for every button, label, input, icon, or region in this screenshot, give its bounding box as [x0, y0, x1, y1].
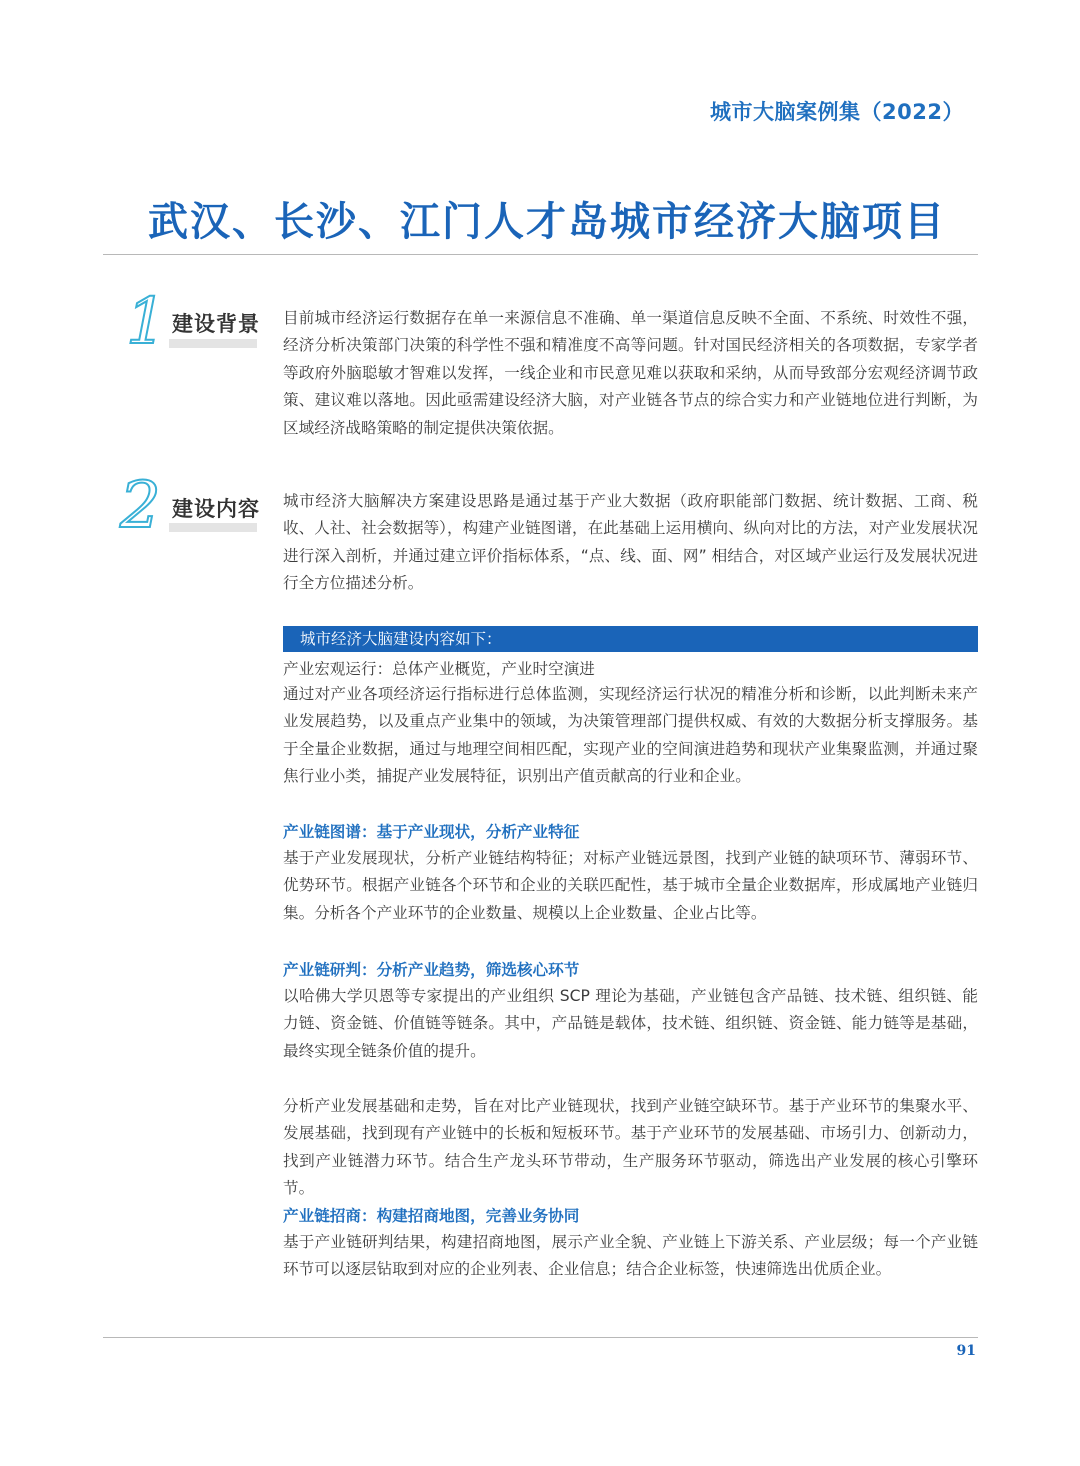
- section-2-label: 建设内容: [172, 497, 260, 521]
- section-1-bar: [169, 339, 257, 348]
- chain-map-heading: 产业链图谱：基于产业现状，分析产业特征: [283, 823, 580, 841]
- series-title: 城市大脑案例集（2022）: [710, 100, 964, 124]
- macro-heading: 产业宏观运行：总体产业概览，产业时空演进: [283, 660, 595, 678]
- chain-study-heading: 产业链研判：分析产业趋势，筛选核心环节: [283, 961, 580, 979]
- chain-map-body: 基于产业发展现状，分析产业链结构特征；对标产业链远景图，找到产业链的缺项环节、薄弱环节、优势环节。根据产业链各个环节和企业的关联匹配性，基于城市全量企业数据库，形成属地产业链归集。分析各个产业环节的企业数量、规模以上企业数量、企业占比等。: [283, 849, 978, 922]
- section-1-number: 1: [126, 285, 167, 359]
- top-divider: [103, 254, 978, 255]
- section-1-paragraph: 目前城市经济运行数据存在单一来源信息不准确、单一渠道信息反映不全面、不系统、时效性不强，经济分析决策部门决策的科学性不强和精准度不高等问题。针对国民经济相关的各项数据，专家学者等政府外脑聪敏才智难以发挥，一线企业和市民意见难以获取和采纳，从而导致部分宏观经济调节政策、建议难以落地。因此亟需建设经济大脑，对产业链各节点的综合实力和产业链地位进行判断，为区域经济战略策略的制定提供决策依据。: [283, 309, 978, 437]
- chain-study-body-1: 以哈佛大学贝恩等专家提出的产业组织 SCP 理论为基础，产业链包含产品链、技术链、组织链、能力链、资金链、价值链等链条。其中，产品链是载体，技术链、组织链、资金链、能力链等是基础，最终实现全链条价值的提升。: [283, 987, 978, 1060]
- page-number: 91: [956, 1343, 976, 1359]
- section-2-paragraph: 城市经济大脑解决方案建设思路是通过基于产业大数据（政府职能部门数据、统计数据、工商、税收、人社、社会数据等），构建产业链图谱，在此基础上运用横向、纵向对比的方法，对产业发展状况进行深入剖析，并通过建立评价指标体系，“点、线、面、网” 相结合，对区域产业运行及发展状况进行全方位描述分析。: [283, 492, 978, 593]
- investment-body: 基于产业链研判结果，构建招商地图，展示产业全貌、产业链上下游关系、产业层级；每一个产业链环节可以逐层钻取到对应的企业列表、企业信息；结合企业标签，快速筛选出优质企业。: [283, 1233, 978, 1279]
- content-band-title: 城市经济大脑建设内容如下：: [283, 626, 978, 652]
- section-2-number: 2: [120, 469, 161, 543]
- bottom-divider: [103, 1337, 978, 1338]
- macro-body: 通过对产业各项经济运行指标进行总体监测，实现经济运行状况的精准分析和诊断，以此判断未来产业发展趋势，以及重点产业集中的领域，为决策管理部门提供权威、有效的大数据分析支撑服务。基于全量企业数据，通过与地理空间相匹配，实现产业的空间演进趋势和现状产业集聚监测，并通过聚焦行业小类，捕捉产业发展特征，识别出产值贡献高的行业和企业。: [283, 685, 978, 786]
- chain-study-body-2: 分析产业发展基础和走势，旨在对比产业链现状，找到产业链空缺环节。基于产业环节的集聚水平、发展基础，找到现有产业链中的长板和短板环节。基于产业环节的发展基础、市场引力、创新动力，找到产业链潜力环节。结合生产龙头环节带动，生产服务环节驱动，筛选出产业发展的核心引擎环节。: [283, 1097, 978, 1198]
- section-1-label: 建设背景: [172, 312, 260, 336]
- section-2-bar: [169, 523, 257, 532]
- page-title: 武汉、长沙、江门人才岛城市经济大脑项目: [148, 199, 946, 245]
- investment-heading: 产业链招商：构建招商地图，完善业务协同: [283, 1207, 580, 1225]
